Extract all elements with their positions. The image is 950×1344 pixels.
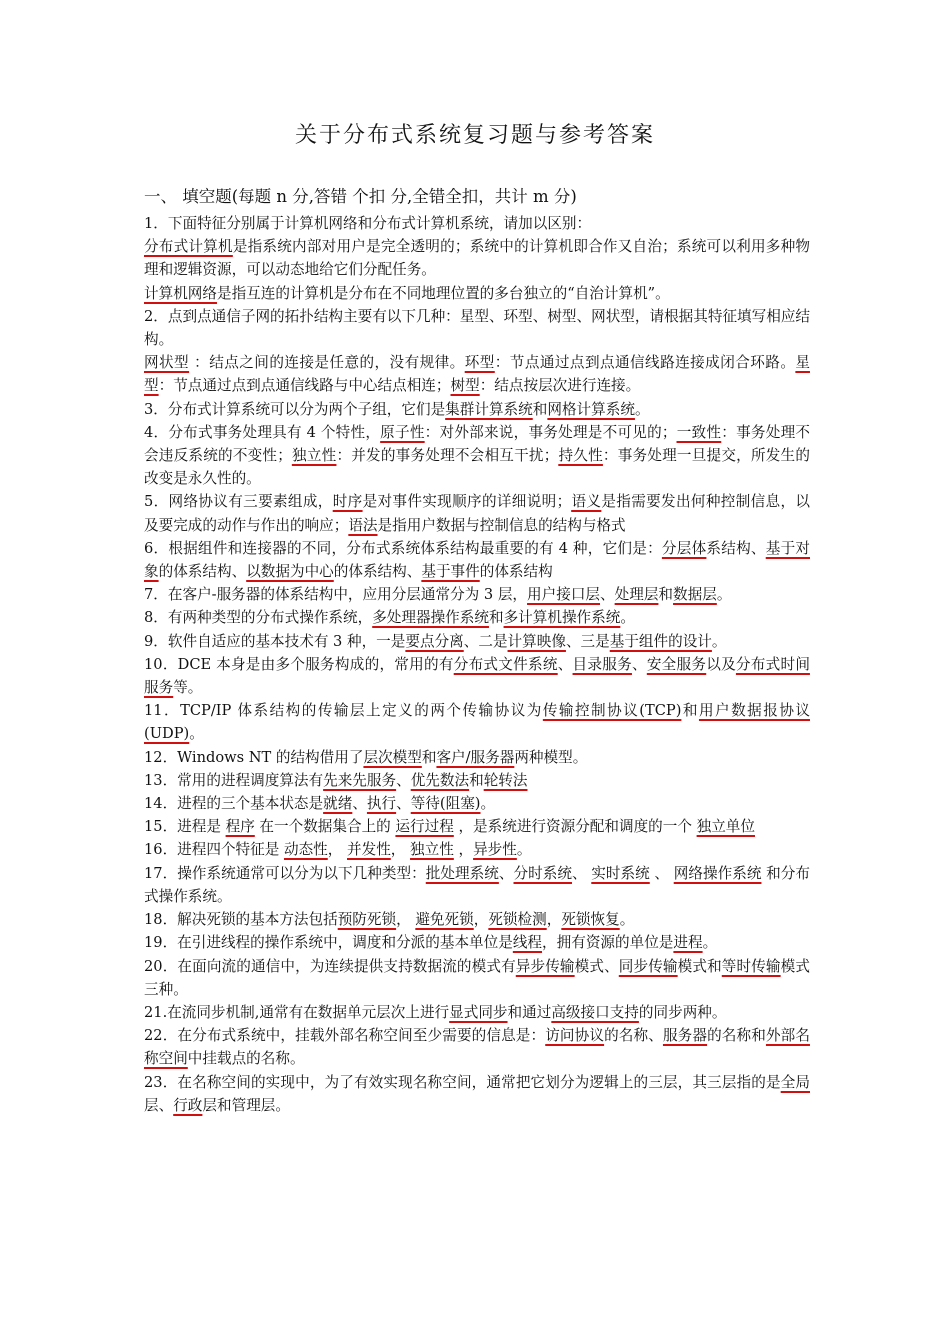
question-text: 模式、 — [574, 957, 619, 975]
question-text: 的名称和 — [707, 1027, 766, 1045]
answer-blank: 集群计算系统 — [445, 400, 533, 418]
question-text: 和 — [681, 702, 699, 720]
question-paragraph — [144, 746, 810, 769]
question-text: 、 — [571, 864, 592, 882]
question-text: 。 — [716, 586, 732, 604]
answer-blank: 先来先服务 — [323, 771, 397, 789]
answer-blank: 服务器 — [662, 1027, 708, 1045]
question-paragraph — [144, 235, 810, 281]
document-body — [144, 184, 810, 1117]
answer-blank: 动态性 — [283, 841, 328, 859]
question-text: 系结构、 — [706, 539, 766, 557]
question-text: 和通过 — [507, 1003, 552, 1021]
question-paragraph — [144, 862, 810, 908]
answer-blank: 运行过程 — [395, 818, 454, 836]
answer-blank: 环型 — [464, 354, 495, 372]
question-paragraph — [144, 537, 810, 583]
answer-blank: 异步性 — [473, 841, 517, 859]
question-text: 。 — [634, 400, 650, 418]
answer-blank: 优先数法 — [410, 771, 470, 789]
question-text: 17．操作系统通常可以分为以下几种类型： — [144, 864, 426, 882]
question-text: 、 — [600, 586, 615, 604]
answer-blank: 用户数据报协议(UDP) — [144, 702, 810, 743]
answer-blank: 死锁恢复 — [561, 911, 620, 929]
question-text: 。 — [619, 911, 635, 929]
question-paragraph — [144, 653, 810, 699]
answer-blank: 持久性 — [558, 447, 603, 465]
question-text: 的名称、 — [604, 1027, 663, 1045]
answer-blank: 多计算机操作系统 — [503, 609, 621, 627]
answer-blank: 语法 — [348, 516, 378, 534]
question-text: ：结点按层次进行连接。 — [479, 377, 641, 395]
answer-blank: 基于组件的设计 — [609, 632, 712, 650]
answer-blank: 程序 — [225, 818, 255, 836]
question-text: ，拥有资源的单位是 — [542, 934, 674, 952]
question-text: 、 — [396, 771, 411, 789]
answer-blank: 数据层 — [673, 586, 717, 604]
question-text: 9．软件自适应的基本技术有 3 种，一是 — [144, 632, 406, 650]
question-text: 的同步两种。 — [638, 1003, 727, 1021]
answer-blank: 行政 — [173, 1096, 203, 1114]
answer-blank: 独立性 — [410, 841, 454, 859]
answer-blank: 同步传输 — [618, 957, 678, 975]
question-paragraph — [144, 398, 810, 421]
question-text: 3．分布式计算系统可以分为两个子组，它们是 — [144, 400, 446, 418]
question-text: 是对事件实现顺序的详细说明； — [362, 493, 572, 511]
answer-blank: 独立性 — [291, 447, 337, 465]
question-text: 、三是 — [565, 632, 610, 650]
question-text: ， — [453, 841, 474, 859]
question-text: 1．下面特征分别属于计算机网络和分布式计算机系统，请加以区别： — [144, 215, 592, 232]
question-paragraph — [144, 351, 810, 397]
question-text: 层和管理层。 — [202, 1096, 290, 1114]
question-paragraph — [144, 1071, 810, 1117]
answer-blank: 客户/服务器 — [436, 748, 515, 766]
question-text: 、 — [631, 655, 647, 673]
answer-blank: 处理层 — [614, 586, 659, 604]
answer-blank: 树型 — [450, 377, 480, 395]
question-text: ：对外部来说，事务处理是不可见的； — [424, 423, 677, 441]
question-text: 以及 — [706, 655, 736, 673]
question-paragraph — [144, 792, 810, 815]
question-paragraph — [144, 305, 810, 351]
question-text: 11．TCP/IP 体系结构的传输层上定义的两个传输协议为 — [144, 702, 543, 720]
answer-blank: 一致性 — [676, 423, 722, 441]
answer-blank: 轮转法 — [483, 771, 528, 789]
answer-blank: 外部名称空间 — [144, 1027, 810, 1068]
question-text: ， — [390, 841, 411, 859]
question-text: 和 — [658, 586, 674, 604]
answer-blank: 批处理系统 — [425, 864, 499, 882]
question-paragraph — [144, 630, 810, 653]
question-text: 15．进程是 — [144, 818, 226, 836]
question-text: 在一个数据集合上的 — [254, 818, 396, 836]
question-text: 的体系结构 — [479, 563, 553, 581]
question-text: ， — [327, 841, 347, 859]
question-paragraph — [144, 838, 810, 861]
answer-blank: 独立单位 — [696, 818, 755, 836]
question-text: 18．解决死锁的基本方法包括 — [144, 911, 338, 929]
question-text: 、 — [396, 795, 411, 813]
answer-blank: 进程 — [673, 934, 703, 952]
question-text: 模式三种。 — [144, 957, 810, 998]
question-list — [144, 212, 810, 1117]
question-paragraph — [144, 908, 810, 931]
question-paragraph — [144, 606, 810, 629]
answer-blank: 网状型 — [144, 354, 190, 372]
answer-blank: 目录服务 — [572, 655, 632, 673]
question-text: 2．点到点通信子网的拓扑结构主要有以下几种：星型、环型、树型、网状型，请根据其特征填写相应结构。 — [144, 307, 811, 349]
question-text: ：节点通过点到点通信线路连接成闭合环路。 — [494, 354, 796, 372]
question-text: 的体系结构、 — [158, 563, 247, 581]
answer-blank: 传输控制协议(TCP) — [542, 702, 682, 720]
question-paragraph — [144, 1024, 810, 1070]
question-text: 是指系统内部对用户是完全透明的；系统中的计算机即合作又自治；系统可以利用多种物理和逻辑资源，可以动态地给它们分配任务。 — [144, 238, 810, 279]
question-text: 5．网络协议有三要素组成， — [144, 493, 333, 511]
question-text: 23．在名称空间的实现中，为了有效实现名称空间，通常把它划分为逻辑上的三层，其三层指的是 — [144, 1073, 781, 1091]
question-text: 是指互连的计算机是分布在不同地理位置的多台独立的“自治计算机”。 — [216, 284, 670, 302]
answer-blank: 分时系统 — [513, 864, 572, 882]
answer-blank: 多处理器操作系统 — [372, 609, 489, 627]
question-text: 14．进程的三个基本状态是 — [144, 795, 324, 813]
answer-blank: 计算机网络 — [144, 284, 217, 302]
question-paragraph — [144, 421, 810, 491]
question-text: 中挂载点的名称。 — [187, 1050, 305, 1068]
question-text: ，是系统进行资源分配和调度的一个 — [453, 818, 697, 836]
question-text: 和 — [421, 748, 437, 766]
question-text: 。 — [711, 632, 727, 650]
answer-blank: 网格计算系统 — [547, 400, 635, 418]
question-text: 。 — [620, 609, 635, 627]
question-text: 4．分布式事务处理具有 4 个特性， — [144, 423, 381, 441]
answer-blank: 语义 — [571, 493, 602, 511]
question-text: 16．进程四个特征是 — [144, 841, 284, 859]
document-title: 关于分布式系统复习题与参考答案 — [294, 123, 655, 148]
answer-blank: 访问协议 — [545, 1027, 605, 1045]
answer-blank: 分布式计算机 — [144, 238, 233, 256]
question-text: ：节点通过点到点通信线路与中心结点相连； — [158, 377, 451, 395]
question-text: 和 — [488, 609, 504, 627]
answer-blank: 分布式文件系统 — [453, 655, 558, 673]
answer-blank: 执行 — [366, 795, 397, 813]
answer-blank: 等时传输 — [721, 957, 781, 975]
question-text: ， — [473, 911, 489, 929]
question-paragraph — [144, 955, 810, 1001]
question-text: 和分布式操作系统。 — [144, 864, 810, 905]
answer-blank: 时序 — [332, 493, 363, 511]
question-text: 和 — [469, 771, 484, 789]
question-text: 、二是 — [463, 632, 508, 650]
question-text: 、 — [498, 864, 514, 882]
question-paragraph — [144, 1001, 810, 1024]
question-text: 7．在客户-服务器的体系结构中，应用分层通常分为 3 层， — [144, 586, 528, 604]
answer-blank: 星型 — [144, 354, 810, 395]
answer-blank: 以数据为中心 — [246, 563, 334, 581]
question-paragraph — [144, 583, 810, 606]
question-paragraph — [144, 282, 810, 305]
answer-blank: 避免死锁 — [415, 911, 474, 929]
question-text: 20．在面向流的通信中，为连续提供支持数据流的模式有 — [144, 957, 516, 975]
answer-blank: 实时系统 — [591, 864, 650, 882]
answer-blank: 计算映像 — [507, 632, 566, 650]
answer-blank: 层次模型 — [363, 748, 422, 766]
answer-blank: 等待(阻塞) — [410, 795, 481, 813]
question-text: 的体系结构、 — [333, 563, 422, 581]
answer-blank: 用户接口层 — [527, 586, 601, 604]
answer-blank: 分层体 — [661, 539, 707, 557]
question-text: 19．在引进线程的操作系统中，调度和分派的基本单位是 — [144, 934, 513, 952]
question-text: 。 — [516, 841, 532, 859]
question-text: ：并发的事务处理不会相互干扰； — [336, 447, 559, 465]
answer-blank: 网络操作系统 — [673, 864, 762, 882]
question-text: 6．根据组件和连接器的不同，分布式系统体系结构最重要的有 4 种，它们是： — [144, 539, 662, 557]
question-paragraph — [144, 815, 810, 838]
answer-blank: 预防死锁 — [337, 911, 397, 929]
question-text: ， — [546, 911, 562, 929]
question-text: 12．Windows NT 的结构借用了 — [144, 748, 364, 766]
answer-blank: 显式同步 — [449, 1003, 508, 1021]
question-text: ：事务处理不会违反系统的不变性； — [144, 423, 810, 465]
question-text: 等。 — [173, 679, 203, 697]
question-text: ：事务处理一旦提交，所发生的改变是永久性的。 — [144, 447, 810, 488]
answer-blank: 安全服务 — [646, 655, 707, 673]
question-text: 两种模型。 — [514, 748, 588, 766]
answer-blank: 就绪 — [323, 795, 353, 813]
answer-blank: 要点分离 — [405, 632, 464, 650]
answer-blank: 原子性 — [380, 423, 425, 441]
answer-blank: 基于事件 — [421, 563, 480, 581]
answer-blank: 全局 — [780, 1073, 810, 1091]
question-text: 模式和 — [677, 957, 722, 975]
question-text: 。 — [702, 934, 718, 952]
answer-blank: 异步传输 — [515, 957, 575, 975]
answer-blank: 基于对象 — [144, 539, 810, 581]
question-text: 、 — [352, 795, 367, 813]
answer-blank: 线程 — [512, 934, 543, 952]
question-text: 13．常用的进程调度算法有 — [144, 771, 324, 789]
question-text: 和 — [532, 400, 548, 418]
question-text: 层、 — [144, 1096, 174, 1114]
question-text: 22．在分布式系统中，挂载外部名称空间至少需要的信息是： — [144, 1027, 546, 1045]
question-paragraph — [144, 931, 810, 954]
answer-blank: 高级接口支持 — [551, 1003, 639, 1021]
question-text: 、 — [649, 864, 674, 882]
answer-blank: 并发性 — [347, 841, 391, 859]
question-text: 是指用户数据与控制信息的结构与格式 — [377, 516, 626, 534]
section-heading: 一、 填空题(每题 n 分,答错 个扣 分,全错全扣，共计 m 分) — [144, 187, 577, 206]
question-text: 10．DCE 本身是由多个服务构成的，常用的有 — [144, 655, 454, 673]
answer-blank: 死锁检测 — [488, 911, 547, 929]
question-paragraph — [144, 699, 810, 745]
question-text: 21.在流同步机制,通常有在数据单元层次上进行 — [144, 1003, 450, 1021]
question-text: 是指需要发出何种控制信息，以及要完成的动作与作出的响应； — [144, 493, 810, 534]
question-text: 。 — [480, 795, 496, 813]
question-text: 8．有两种类型的分布式操作系统， — [144, 609, 373, 627]
question-text: 。 — [189, 725, 204, 743]
answer-blank: 分布式时间服务 — [144, 655, 810, 697]
question-text: ：结点之间的连接是任意的，没有规律。 — [189, 354, 465, 372]
question-paragraph — [144, 212, 810, 235]
question-paragraph — [144, 490, 810, 536]
question-text: 、 — [557, 655, 573, 673]
question-paragraph — [144, 769, 810, 792]
question-text: ， — [396, 911, 416, 929]
